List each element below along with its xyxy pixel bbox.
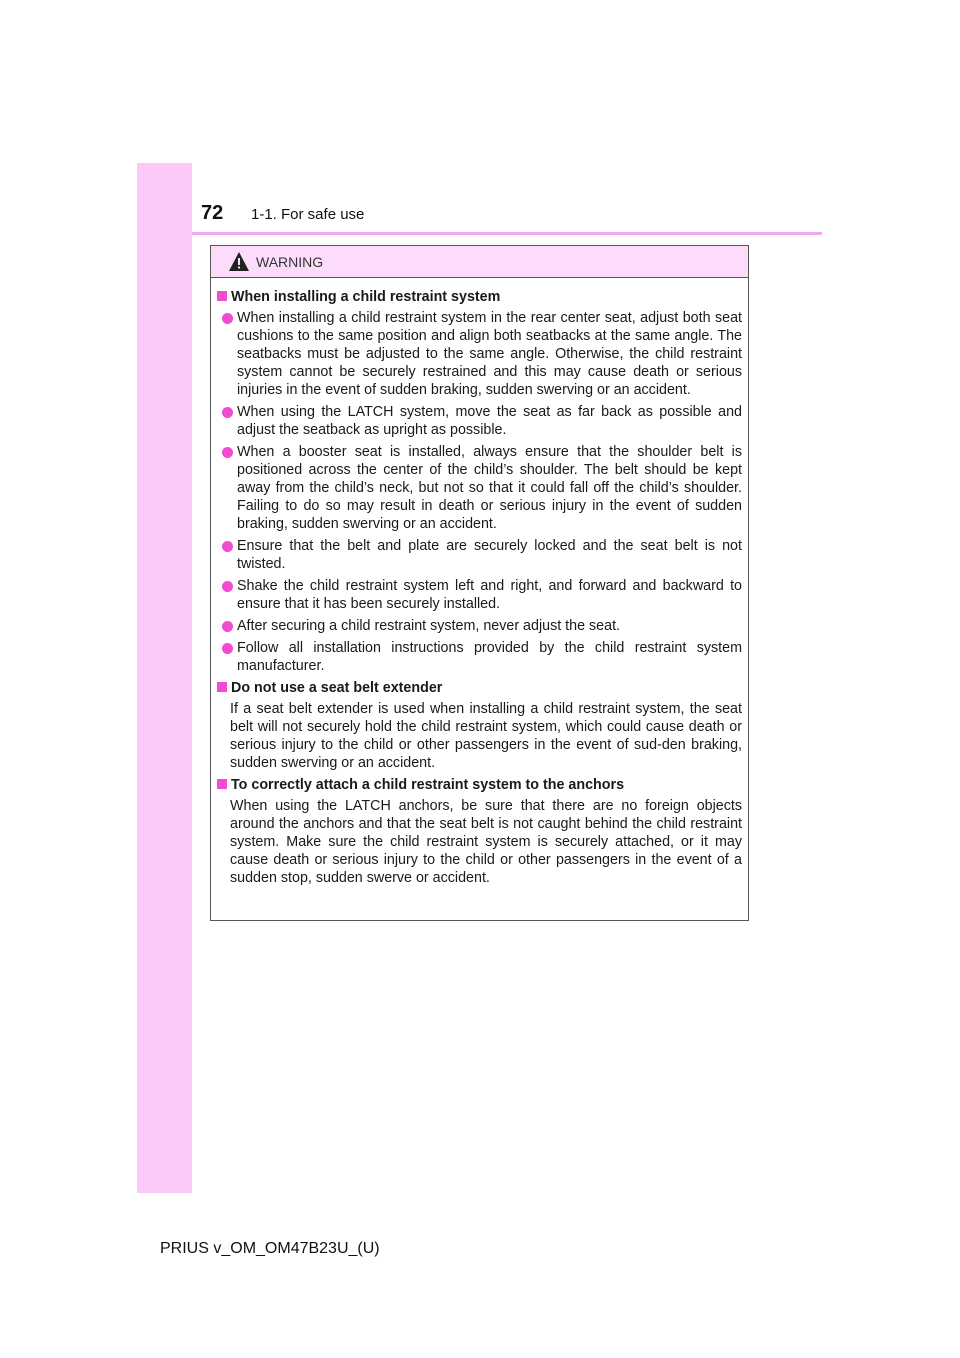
page-number: 72 xyxy=(201,202,224,224)
warning-triangle-icon xyxy=(228,251,250,273)
circle-bullet-icon xyxy=(222,643,233,654)
section-extender xyxy=(217,679,742,772)
list-item: When using the LATCH system, move the seat as far back as possible and adjust the seatback as upright as possible. xyxy=(222,403,742,439)
section-text: If a seat belt extender is used when installing a child restraint system, the seat belt will not securely hold the child restraint system, which could cause death or serious injury to the child or other passengers in the event of sud-den braking, sudden swerving or an accident. xyxy=(230,701,742,771)
square-bullet-icon xyxy=(217,291,227,301)
circle-bullet-icon xyxy=(222,621,233,632)
section-text: When using the LATCH anchors, be sure that there are no foreign objects around the anchors and that the seat belt is not caught behind the child restraint system. Make sure the child restraint system is securely attached, or it may cause death or serious injury to the child or other passengers in the event of a sudden stop, sudden swerve or accident. xyxy=(230,798,742,886)
circle-bullet-icon xyxy=(222,447,233,458)
list-item: When installing a child restraint system in the rear center seat, adjust both seat cushions to the same position and align both seatbacks at the same angle. The seatbacks must be adjusted to the same angle. Otherwise, the child restraint system cannot be securely restrained and this may cause death or serious injuries in the event of sudden braking, sudden swerving or an accident. xyxy=(222,309,742,399)
list-item: Ensure that the belt and plate are securely locked and the seat belt is not twisted. xyxy=(222,537,742,573)
warning-box xyxy=(210,245,749,921)
header-rule xyxy=(192,232,822,235)
section-title: Do not use a seat belt extender xyxy=(231,680,443,696)
warning-title: WARNING xyxy=(256,253,324,270)
circle-bullet-icon xyxy=(222,313,233,324)
warning-header xyxy=(211,246,748,278)
warning-body xyxy=(211,278,748,887)
circle-bullet-icon xyxy=(222,581,233,592)
square-bullet-icon xyxy=(217,682,227,692)
square-bullet-icon xyxy=(217,779,227,789)
list-item: Shake the child restraint system left and right, and forward and backward to ensure that it has been securely installed. xyxy=(222,577,742,613)
section-installing xyxy=(217,288,742,675)
list-item: After securing a child restraint system, never adjust the seat. xyxy=(222,617,742,635)
section-label: 1-1. For safe use xyxy=(251,206,365,223)
section-title: To correctly attach a child restraint system to the anchors xyxy=(231,777,625,793)
section-title: When installing a child restraint system xyxy=(231,289,501,305)
circle-bullet-icon xyxy=(222,407,233,418)
list-item: When a booster seat is installed, always ensure that the shoulder belt is positioned across the center of the child’s shoulder. The belt should be kept away from the child’s neck, but not so that it could fall off the child’s shoulder. Failing to do so may result in death or serious injury in the event of sudden braking, sudden swerving or an accident. xyxy=(222,443,742,533)
list-item: Follow all installation instructions provided by the child restraint system manufacturer. xyxy=(222,639,742,675)
footer-code: PRIUS v_OM_OM47B23U_(U) xyxy=(160,1240,380,1257)
circle-bullet-icon xyxy=(222,541,233,552)
side-tab xyxy=(137,163,192,1193)
section-anchors xyxy=(217,776,742,887)
